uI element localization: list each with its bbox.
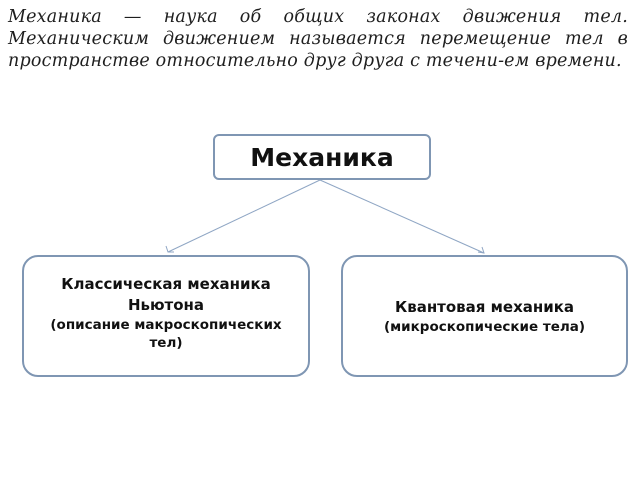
node-classical-title: Классическая механика Ньютона: [61, 275, 271, 314]
node-mechanics-label: Механика: [250, 142, 394, 172]
node-classical-note: (описание макроскопических тел): [50, 317, 282, 351]
node-quantum-mechanics: [341, 255, 628, 377]
connector-left: [168, 180, 320, 252]
node-quantum-title: Квантовая механика: [394, 297, 575, 316]
connector-right: [320, 180, 484, 253]
node-classical-mechanics: [22, 255, 310, 377]
node-mechanics: [213, 134, 431, 180]
intro-paragraph: Механика — наука об общих законах движения тел. Механическим движением называется перемещение тел в пространстве относительно друг друга с течени-ем времени.: [8, 7, 628, 71]
node-quantum-note: (микроскопические тела): [383, 318, 586, 335]
